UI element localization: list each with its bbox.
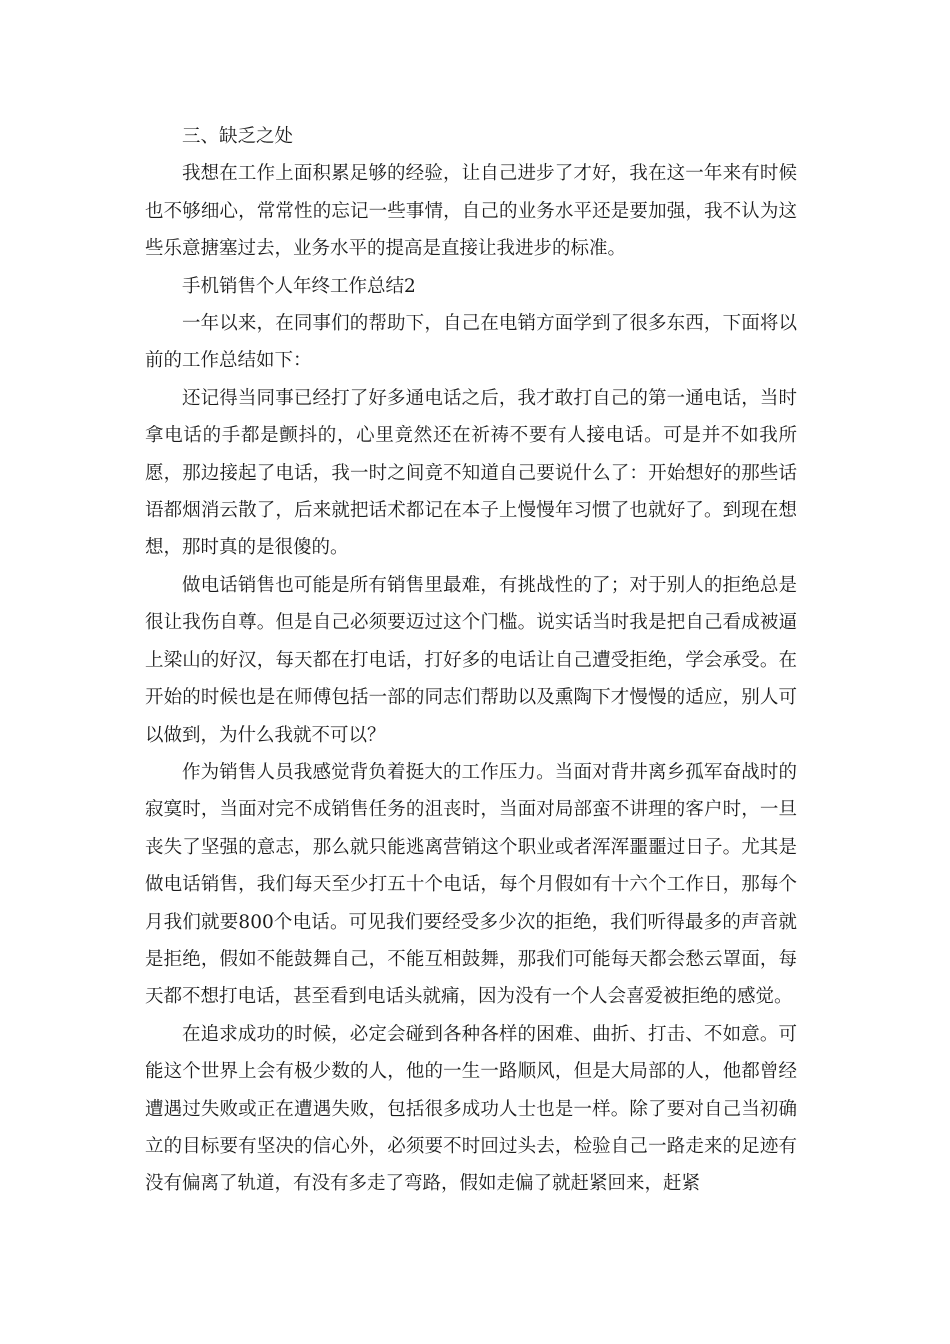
document-page xyxy=(145,118,797,1203)
section-heading: 三、缺乏之处 xyxy=(182,126,294,147)
paragraph-intro: 一年以来，在同事们的帮助下，自己在电销方面学到了很多东西，下面将以前的工作总结如下： xyxy=(145,313,797,372)
paragraph-pressure: 作为销售人员我感觉背负着挺大的工作压力。当面对背井离乡孤军奋战时的寂寞时，当面对完不成销售任务的沮丧时，当面对局部蛮不讲理的客户时，一旦丧失了坚强的意志，那么就只能逃离营销这个职业或者浑浑噩噩过日子。尤其是做电话销售，我们每天至少打五十个电话，每个月假如有十六个工作日，那每个月我们就要800个电话。可见我们要经受多少次的拒绝，我们听得最多的声音就是拒绝，假如不能鼓舞自己，不能互相鼓舞，那我们可能每天都会愁云罩面，每天都不想打电话，甚至看到电话头就痛，因为没有一个人会喜爱被拒绝的感觉。 xyxy=(145,761,797,1008)
paragraph-success: 在追求成功的时候，必定会碰到各种各样的困难、曲折、打击、不如意。可能这个世界上会有极少数的人，他的一生一路顺风，但是大局部的人，他都曾经遭遇过失败或正在遭遇失败，包括很多成功人士也是一样。除了要对自己当初确立的目标要有坚决的信心外，必须要不时回过头去，检验自己一路走来的足迹有没有偏离了轨道，有没有多走了弯路，假如走偏了就赶紧回来，赶紧 xyxy=(145,1023,797,1195)
paragraph-first-call: 还记得当同事已经打了好多通电话之后，我才敢打自己的第一通电话，当时拿电话的手都是颤抖的，心里竟然还在祈祷不要有人接电话。可是并不如我所愿，那边接起了电话，我一时之间竟不知道自己要说什么了：开始想好的那些话语都烟消云散了，后来就把话术都记在本子上慢慢年习惯了也就好了。到现在想想，那时真的是很傻的。 xyxy=(145,387,797,559)
article-title: 手机销售个人年终工作总结2 xyxy=(182,275,416,297)
paragraph-shortcomings: 我想在工作上面积累足够的经验，让自己进步了才好，我在这一年来有时候也不够细心，常常性的忘记一些事情，自己的业务水平还是要加强，我不认为这些乐意搪塞过去，业务水平的提高是直接让我进步的标准。 xyxy=(145,163,797,260)
paragraph-challenge: 做电话销售也可能是所有销售里最难，有挑战性的了；对于别人的拒绝总是很让我伤自尊。但是自己必须要迈过这个门槛。说实话当时我是把自己看成被逼上梁山的好汉，每天都在打电话，打好多的电话让自己遭受拒绝，学会承受。在开始的时候也是在师傅包括一部的同志们帮助以及熏陶下才慢慢的适应，别人可以做到，为什么我就不可以？ xyxy=(145,574,797,746)
